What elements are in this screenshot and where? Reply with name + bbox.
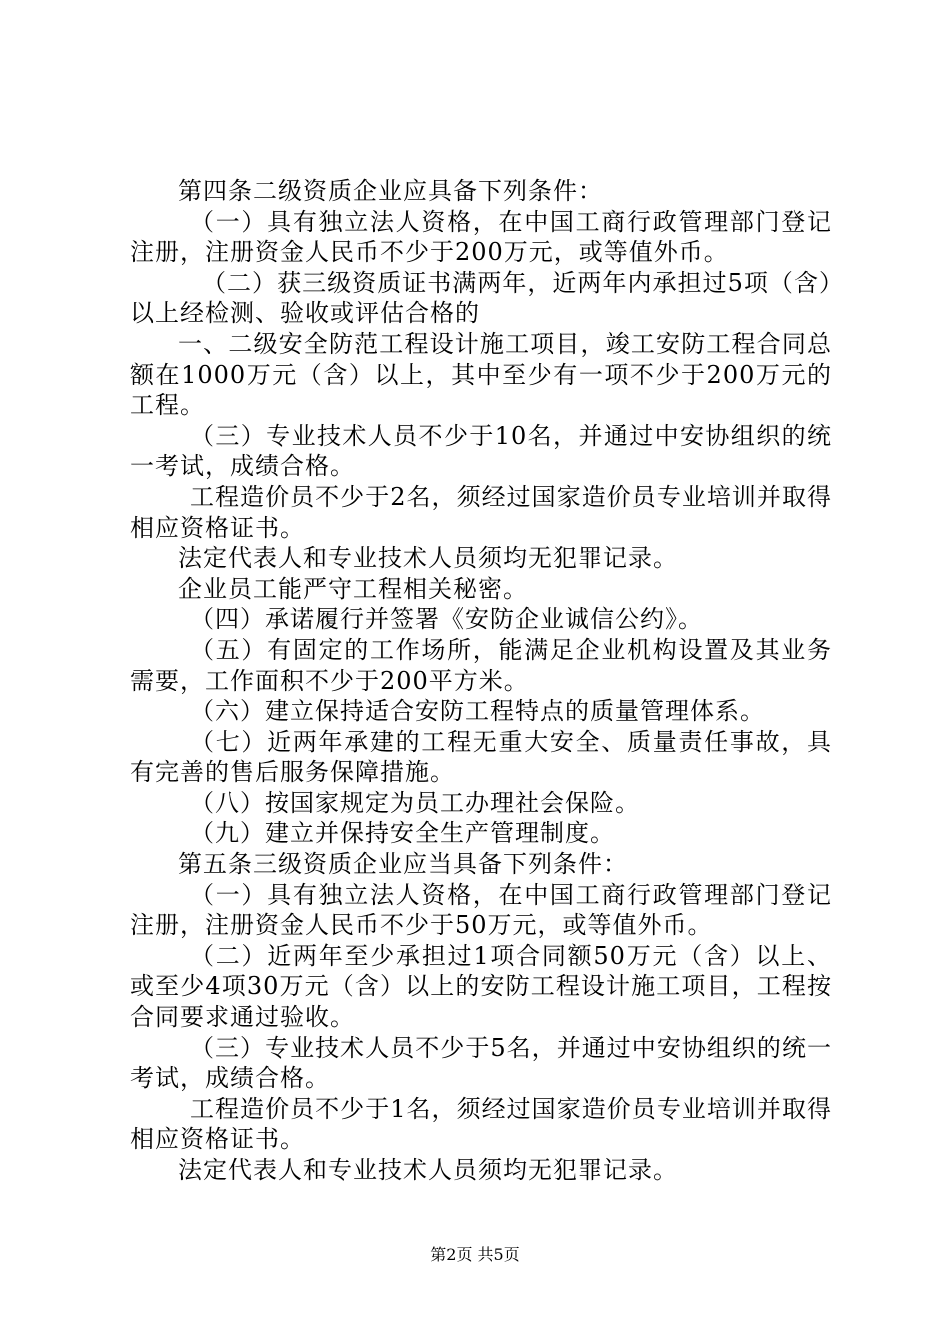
page-footer — [0, 1245, 950, 1265]
paragraph-item: 企业员工能严守工程相关秘密。 — [178, 574, 528, 603]
paragraph-item: 工程造价员不少于2名，须经过国家造价员专业培训并取得相应资格证书。 — [130, 482, 832, 542]
document-body — [130, 176, 832, 1186]
paragraph-item: （九）建立并保持安全生产管理制度。 — [190, 819, 615, 848]
paragraph-item: （六）建立保持适合安防工程特点的质量管理体系。 — [190, 697, 765, 726]
paragraph-item: 法定代表人和专业技术人员须均无犯罪记录。 — [178, 544, 678, 573]
paragraph-item: 工程造价员不少于1名，须经过国家造价员专业培训并取得相应资格证书。 — [130, 1094, 832, 1154]
paragraph-item: （七）近两年承建的工程无重大安全、质量责任事故，具有完善的售后服务保障措施。 — [130, 727, 832, 787]
page-number-label: 第2页 共5页 — [430, 1245, 520, 1264]
paragraph-item: （二）近两年至少承担过1项合同额50万元（含）以上、或至少4项30万元（含）以上的安防工程设计施工项目，工程按合同要求通过验收。 — [130, 941, 832, 1032]
paragraph-item: （三）专业技术人员不少于10名，并通过中安协组织的统一考试，成绩合格。 — [130, 421, 832, 481]
paragraph-item: （一）具有独立法人资格，在中国工商行政管理部门登记注册，注册资金人民币不少于50万元，或等值外币。 — [130, 880, 832, 940]
paragraph-article-5: 第五条三级资质企业应当具备下列条件： — [178, 850, 628, 879]
paragraph-item: 一、二级安全防范工程设计施工项目，竣工安防工程合同总额在1000万元（含）以上，其中至少有一项不少于200万元的工程。 — [130, 329, 832, 420]
paragraph-item: 法定代表人和专业技术人员须均无犯罪记录。 — [178, 1156, 678, 1184]
paragraph-item: （二）获三级资质证书满两年，近两年内承担过5项（含）以上经检测、验收或评估合格的 — [130, 268, 832, 328]
paragraph-item: （五）有固定的工作场所，能满足企业机构设置及其业务需要，工作面积不少于200平方米。 — [130, 635, 832, 695]
paragraph-item: （八）按国家规定为员工办理社会保险。 — [190, 788, 640, 817]
paragraph-item: （一）具有独立法人资格，在中国工商行政管理部门登记注册，注册资金人民币不少于200万元，或等值外币。 — [130, 207, 832, 267]
paragraph-item: （四）承诺履行并签署《安防企业诚信公约》。 — [190, 605, 703, 634]
paragraph-article-4: 第四条二级资质企业应具备下列条件： — [178, 177, 603, 205]
paragraph-item: （三）专业技术人员不少于5名，并通过中安协组织的统一考试，成绩合格。 — [130, 1033, 832, 1093]
